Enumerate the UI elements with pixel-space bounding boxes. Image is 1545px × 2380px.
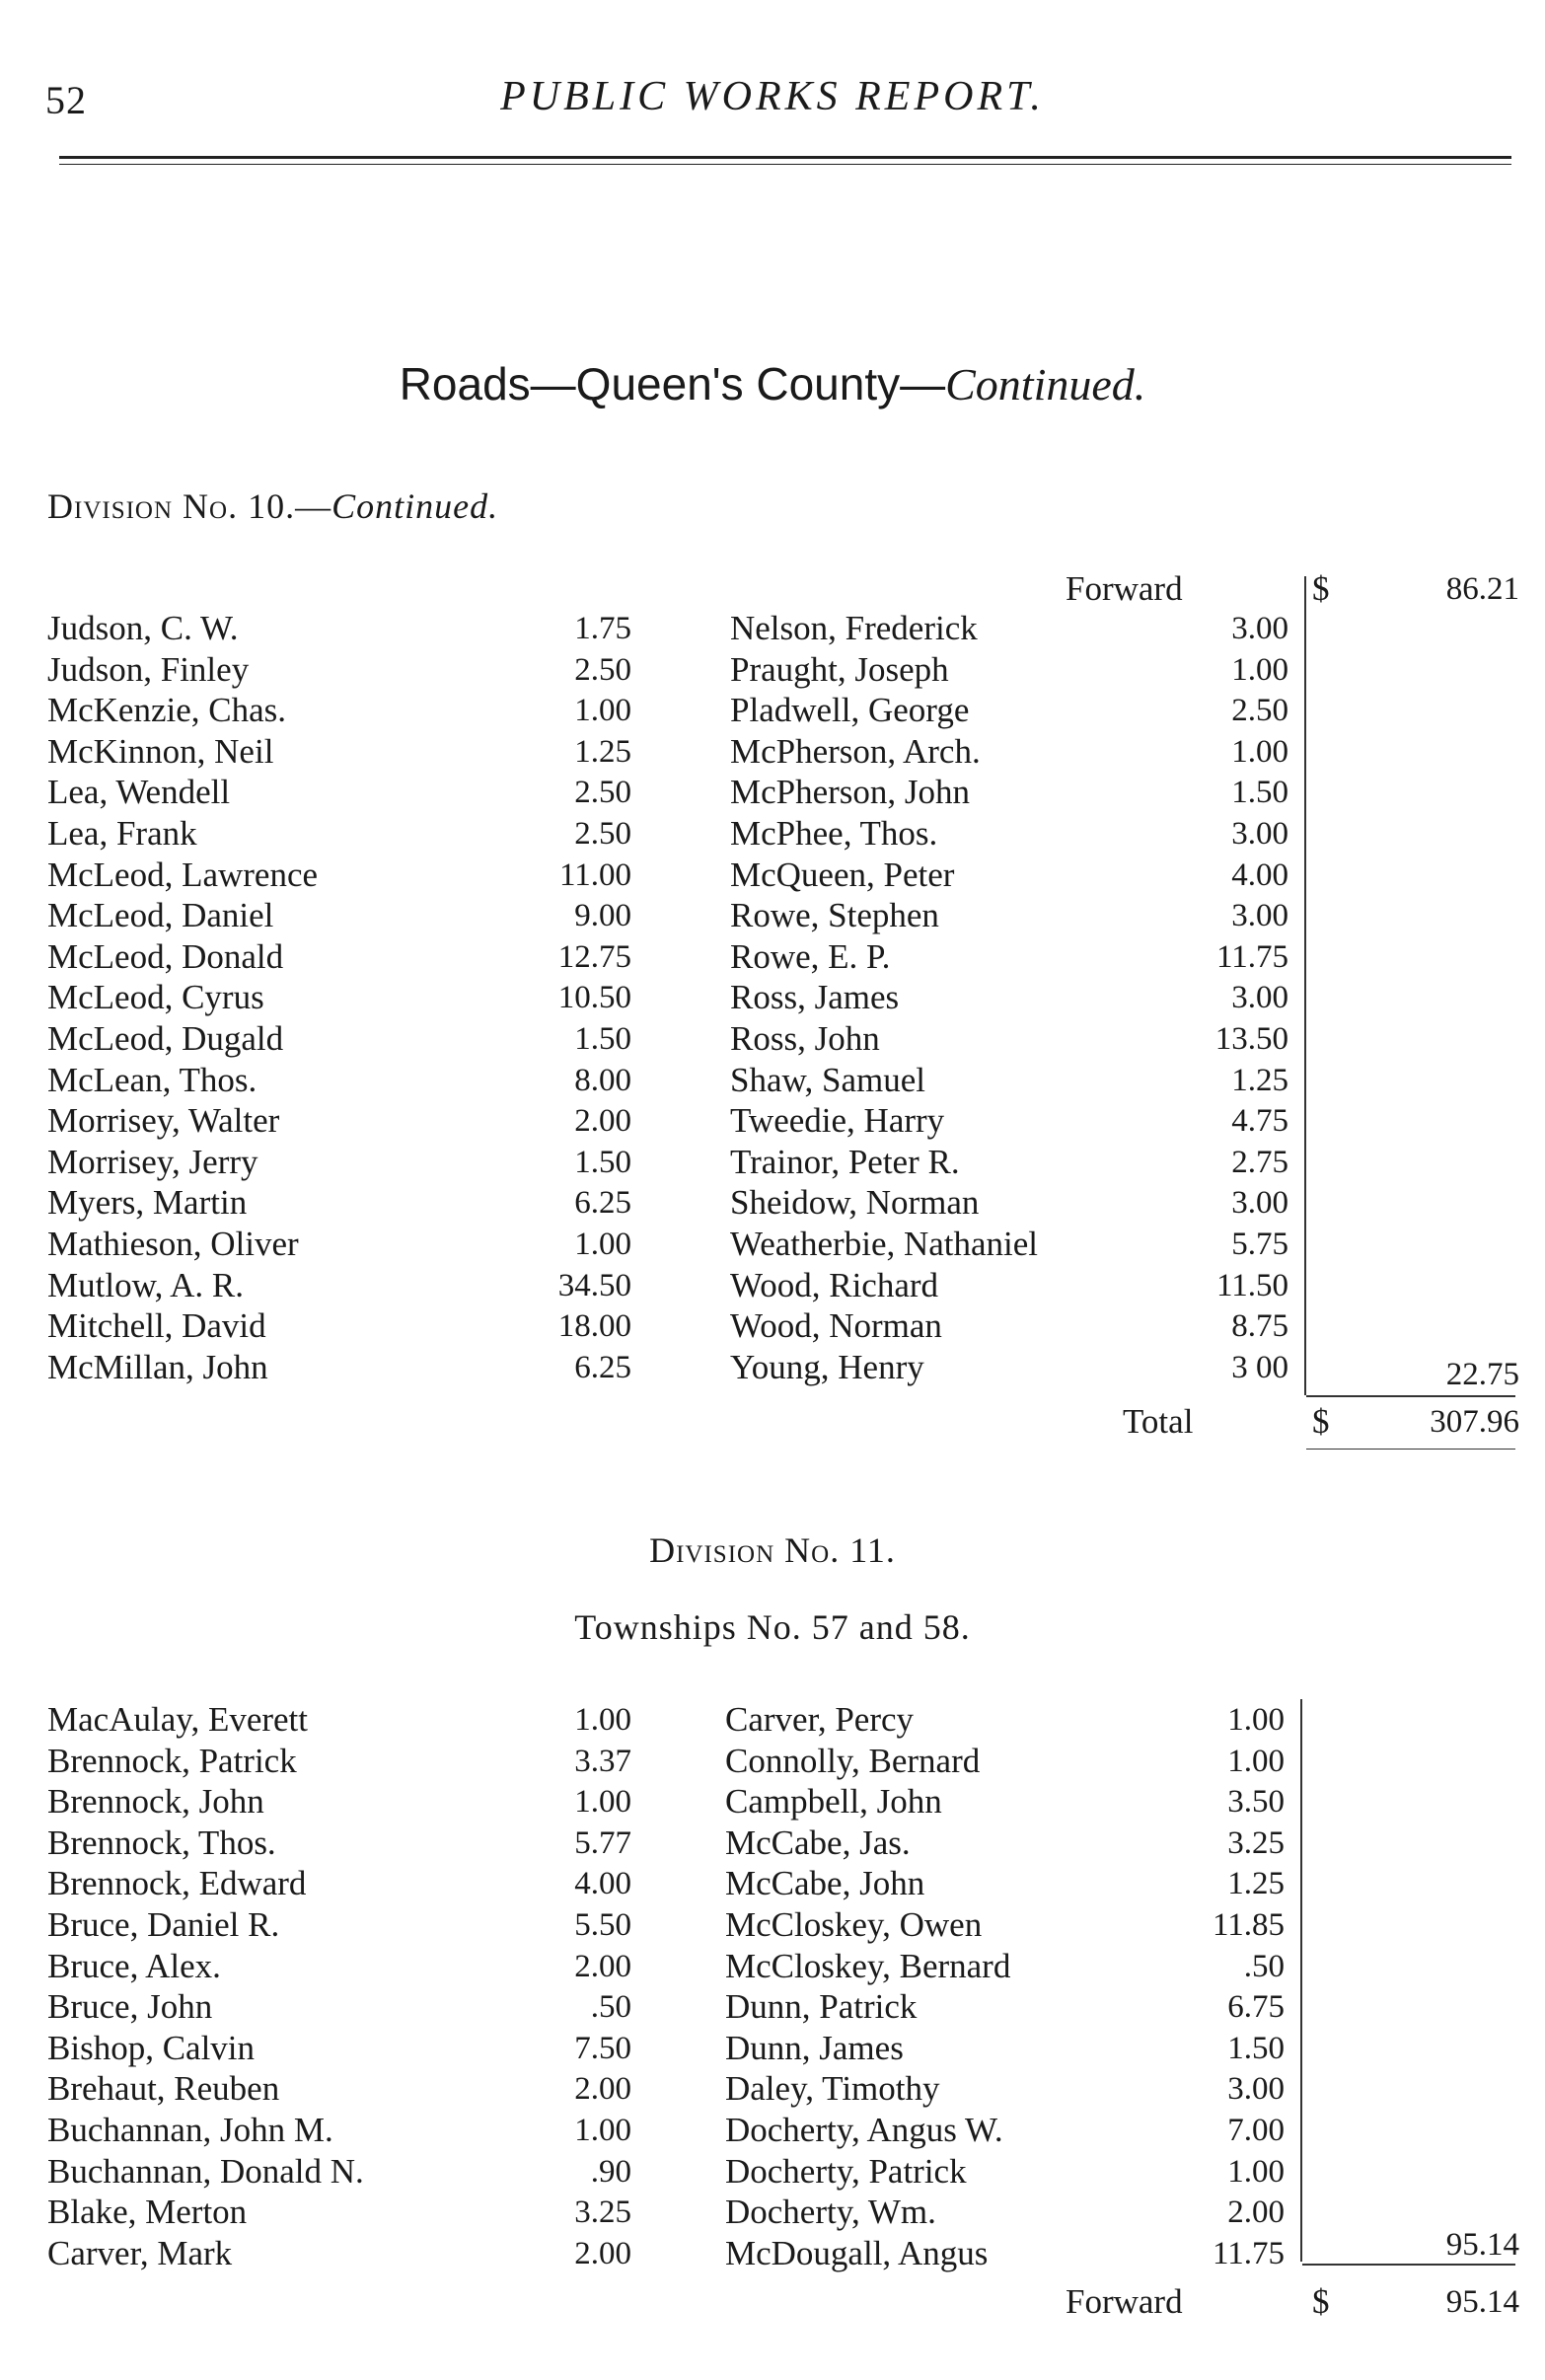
- division-10-right-row-amount: 11.75: [1215, 938, 1288, 975]
- division-11-right-row-amount: 2.00: [1227, 2194, 1285, 2231]
- division-11-column-rule: [1300, 1699, 1302, 2262]
- division-10-left-row-amount: 2.50: [574, 816, 631, 852]
- division-10-left-row-amount: 18.00: [557, 1308, 631, 1345]
- division-11-left-row-amount: .50: [590, 1989, 631, 2026]
- division-11-right-row-name: McDougall, Angus: [725, 2233, 989, 2272]
- division-11-subheading: Townships No. 57 and 58.: [574, 1607, 971, 1647]
- division-10-forward-dollar: $: [1312, 569, 1330, 608]
- division-11-left-row-amount: .90: [590, 2153, 631, 2190]
- division-10-right-row-name: Trainor, Peter R.: [730, 1142, 960, 1181]
- division-10-right-row-amount: 4.75: [1231, 1103, 1288, 1140]
- division-11-subtotal-rule: [1302, 2264, 1515, 2266]
- division-10-right-row-amount: 8.75: [1231, 1308, 1288, 1345]
- division-10-left-row-amount: 6.25: [574, 1349, 631, 1385]
- division-10-right-row-name: Praught, Joseph: [730, 649, 949, 689]
- division-10-subtotal-rule: [1306, 1395, 1515, 1397]
- division-10-right-row-name: McPhee, Thos.: [730, 814, 938, 853]
- division-11-left-row-name: MacAulay, Everett: [47, 1700, 309, 1739]
- running-title: PUBLIC WORKS REPORT.: [500, 74, 1045, 119]
- division-11-left-row-amount: 7.50: [574, 2030, 631, 2066]
- division-10-left-row-name: McLeod, Donald: [47, 936, 284, 976]
- division-10-left-row-amount: 34.50: [557, 1267, 631, 1303]
- division-11-right-row-amount: .50: [1243, 1948, 1285, 1984]
- division-10-left-row-name: McLeod, Dugald: [47, 1019, 284, 1058]
- division-10-left-row-name: Mitchell, David: [47, 1306, 266, 1346]
- division-11-left-row-amount: 1.00: [574, 2113, 631, 2148]
- division-10-left-row-name: Mathieson, Oliver: [47, 1225, 299, 1263]
- division-10-right-row-name: Young, Henry: [730, 1347, 924, 1386]
- division-10-left-row-amount: 1.00: [574, 1227, 631, 1262]
- division-10-right-row-amount: 13.50: [1214, 1021, 1288, 1057]
- division-10-right-row-amount: 11.50: [1215, 1267, 1288, 1303]
- division-11-right-row-name: Connolly, Bernard: [725, 1741, 981, 1780]
- division-10-right-row-name: Shaw, Samuel: [730, 1060, 925, 1099]
- header-rule-bottom: [59, 164, 1511, 165]
- division-11-left-row-name: Brennock, Patrick: [47, 1741, 297, 1780]
- division-10-total-rule: [1306, 1449, 1515, 1450]
- division-10-left-row-amount: 1.50: [574, 1144, 631, 1180]
- division-10-left-row-amount: 9.00: [574, 898, 631, 934]
- page-number: 52: [45, 78, 87, 122]
- division-10-right-row-name: McPherson, John: [730, 773, 971, 812]
- division-11-right-row-amount: 1.00: [1227, 2153, 1285, 2190]
- division-11-left-row-name: Buchannan, John M.: [47, 2111, 333, 2149]
- division-10-right-row-name: McQueen, Peter: [730, 855, 955, 894]
- division-10-left-row-amount: 10.50: [557, 980, 631, 1016]
- page-title: Roads—Queen's County—Continued.: [399, 358, 1146, 409]
- division-11-right-row-name: Dunn, Patrick: [725, 1987, 918, 2027]
- division-11-left-row-name: Buchannan, Donald N.: [47, 2151, 364, 2191]
- division-10-left-row-name: McLeod, Cyrus: [47, 978, 264, 1017]
- division-11-right-row-amount: 1.00: [1227, 1743, 1285, 1779]
- division-11-right-row-amount: 1.50: [1227, 2030, 1285, 2066]
- division-10-right-row-amount: 3.00: [1231, 816, 1288, 852]
- division-11-heading: Division No. 11.: [649, 1530, 896, 1570]
- page-title-continued: Continued.: [945, 359, 1146, 409]
- division-10-right-row-name: Weatherbie, Nathaniel: [730, 1225, 1039, 1263]
- division-11-right-row-name: McCabe, Jas.: [725, 1822, 911, 1862]
- division-10-left-row-amount: 11.00: [558, 856, 631, 893]
- division-10-right-row-amount: 3 00: [1231, 1349, 1288, 1385]
- division-11-left-row-amount: 3.25: [574, 2194, 631, 2231]
- division-10-left-row-name: Morrisey, Walter: [47, 1101, 280, 1141]
- division-11-left-row-amount: 2.00: [574, 2071, 631, 2108]
- division-11-left-row-amount: 1.00: [574, 1784, 631, 1821]
- division-10-heading: Division No. 10.—Continued.: [47, 486, 499, 526]
- division-10-right-row-name: Nelson, Frederick: [730, 609, 978, 647]
- division-10-left-row-name: McKenzie, Chas.: [47, 691, 287, 730]
- division-11-left-row-amount: 4.00: [574, 1866, 631, 1902]
- division-10-left-row-name: Lea, Frank: [47, 814, 197, 853]
- division-10-left-row-name: Judson, Finley: [47, 649, 250, 689]
- division-10-forward-label: Forward: [1066, 569, 1183, 608]
- division-11-right-row-amount: 11.85: [1212, 1907, 1285, 1943]
- division-10-left-row-amount: 1.75: [574, 611, 631, 646]
- division-10-right-row-name: Rowe, E. P.: [730, 936, 891, 976]
- division-11-right-row-amount: 6.75: [1227, 1989, 1285, 2026]
- division-10-right-row-amount: 3.00: [1231, 898, 1288, 934]
- division-11-left-row-name: Brennock, Thos.: [47, 1822, 276, 1862]
- division-11-subtotal: 95.14: [1445, 2227, 1519, 2263]
- division-10-left-row-name: McLean, Thos.: [47, 1060, 258, 1099]
- division-11-left-row-name: Bruce, Alex.: [47, 1946, 221, 1985]
- division-10-total-label: Total: [1123, 1402, 1194, 1441]
- division-10-right-row-amount: 2.75: [1231, 1144, 1288, 1180]
- division-11-left-row-name: Brennock, John: [47, 1782, 264, 1822]
- division-10-right-row-amount: 2.50: [1231, 693, 1288, 729]
- division-10-left-row-name: Mutlow, A. R.: [47, 1265, 245, 1304]
- division-11-right-row-amount: 3.50: [1227, 1784, 1285, 1821]
- division-11-right-row-name: Daley, Timothy: [725, 2069, 940, 2109]
- division-10-left-row-amount: 12.75: [557, 938, 631, 975]
- division-11-left-row-amount: 3.37: [574, 1743, 631, 1779]
- division-10-right-row-name: McPherson, Arch.: [730, 731, 981, 771]
- division-10-right-row-name: Sheidow, Norman: [730, 1183, 980, 1223]
- division-11-left-row-amount: 1.00: [574, 1702, 631, 1738]
- division-10-left-row-name: McKinnon, Neil: [47, 731, 274, 771]
- division-10-left-row-amount: 8.00: [574, 1062, 631, 1098]
- division-10-right-row-name: Wood, Richard: [730, 1265, 939, 1304]
- division-11-left-row-name: Bruce, Daniel R.: [47, 1905, 280, 1944]
- division-10-left-row-name: Lea, Wendell: [47, 773, 231, 812]
- division-10-total-amount: 307.96: [1430, 1404, 1519, 1440]
- division-10-left-row-name: Judson, C. W.: [47, 609, 239, 647]
- division-11-right-row-amount: 11.75: [1212, 2235, 1285, 2271]
- division-11-right-row-name: Carver, Percy: [725, 1700, 915, 1739]
- division-10-right-row-amount: 3.00: [1231, 611, 1288, 646]
- division-10-left-row-amount: 1.50: [574, 1021, 631, 1057]
- division-10-left-row-name: Myers, Martin: [47, 1183, 248, 1223]
- division-11-forward-dollar: $: [1312, 2282, 1330, 2321]
- division-11-right-row-amount: 1.00: [1227, 1702, 1285, 1738]
- division-11-right-row-name: Campbell, John: [725, 1782, 942, 1822]
- division-10-left-row-name: Morrisey, Jerry: [47, 1142, 258, 1181]
- division-10-right-row-amount: 3.00: [1231, 980, 1288, 1016]
- division-10-subtotal: 22.75: [1445, 1357, 1519, 1392]
- division-10-left-row-amount: 6.25: [574, 1185, 631, 1222]
- division-11-right-row-name: Docherty, Angus W.: [725, 2111, 1003, 2149]
- division-11-right-row-amount: 1.25: [1227, 1866, 1285, 1902]
- division-11-right-row-amount: 3.00: [1227, 2071, 1285, 2108]
- division-11-left-row-name: Brehaut, Reuben: [47, 2069, 280, 2109]
- division-10-left-row-amount: 1.25: [574, 733, 631, 770]
- division-11-right-row-amount: 3.25: [1227, 1824, 1285, 1861]
- division-10-right-row-amount: 1.50: [1231, 775, 1288, 811]
- division-10-right-row-name: Ross, John: [730, 1019, 880, 1058]
- division-10-right-row-amount: 1.25: [1231, 1062, 1288, 1098]
- division-10-left-row-name: McMillan, John: [47, 1347, 268, 1386]
- division-10-left-row-amount: 2.50: [574, 775, 631, 811]
- division-11-right-row-name: Docherty, Patrick: [725, 2151, 967, 2191]
- division-11-left-row-name: Bishop, Calvin: [47, 2028, 256, 2067]
- division-10-right-row-name: Pladwell, George: [730, 691, 970, 730]
- division-10-right-row-name: Wood, Norman: [730, 1306, 942, 1346]
- division-10-right-row-name: Rowe, Stephen: [730, 896, 939, 935]
- division-10-right-row-amount: 1.00: [1231, 733, 1288, 770]
- division-10-right-row-amount: 5.75: [1231, 1227, 1288, 1262]
- division-10-right-row-amount: 4.00: [1231, 856, 1288, 893]
- division-10-left-row-name: McLeod, Lawrence: [47, 855, 319, 894]
- division-11-left-row-name: Bruce, John: [47, 1987, 213, 2027]
- division-11-left-row-name: Carver, Mark: [47, 2233, 233, 2272]
- division-10-right-row-name: Ross, James: [730, 978, 900, 1017]
- division-10-right-row-amount: 3.00: [1231, 1185, 1288, 1222]
- division-10-left-row-amount: 1.00: [574, 693, 631, 729]
- division-11-left-row-name: Blake, Merton: [47, 2193, 248, 2232]
- division-10-left-row-amount: 2.00: [574, 1103, 631, 1140]
- division-10-left-row-amount: 2.50: [574, 651, 631, 688]
- division-11-right-row-name: McCabe, John: [725, 1864, 925, 1903]
- division-10-column-rule: [1304, 576, 1306, 1395]
- division-11-forward-amount: 95.14: [1445, 2284, 1519, 2320]
- division-11-right-row-amount: 7.00: [1227, 2113, 1285, 2148]
- division-10-right-row-amount: 1.00: [1231, 651, 1288, 688]
- division-11-left-row-amount: 2.00: [574, 2235, 631, 2271]
- division-11-right-row-name: Docherty, Wm.: [725, 2193, 936, 2232]
- division-11-left-row-amount: 2.00: [574, 1948, 631, 1984]
- division-10-forward-amount: 86.21: [1445, 571, 1519, 607]
- division-11-right-row-name: McCloskey, Bernard: [725, 1946, 1011, 1985]
- header-rule-top: [59, 156, 1511, 159]
- division-10-total-dollar: $: [1312, 1402, 1330, 1441]
- division-11-right-row-name: Dunn, James: [725, 2028, 904, 2067]
- division-11-right-row-name: McCloskey, Owen: [725, 1905, 983, 1944]
- division-11-left-row-amount: 5.50: [574, 1907, 631, 1943]
- division-11-left-row-name: Brennock, Edward: [47, 1864, 307, 1903]
- division-10-left-row-name: McLeod, Daniel: [47, 896, 274, 935]
- division-11-left-row-amount: 5.77: [574, 1824, 631, 1861]
- division-10-right-row-name: Tweedie, Harry: [730, 1101, 945, 1141]
- division-11-forward-label: Forward: [1066, 2282, 1183, 2321]
